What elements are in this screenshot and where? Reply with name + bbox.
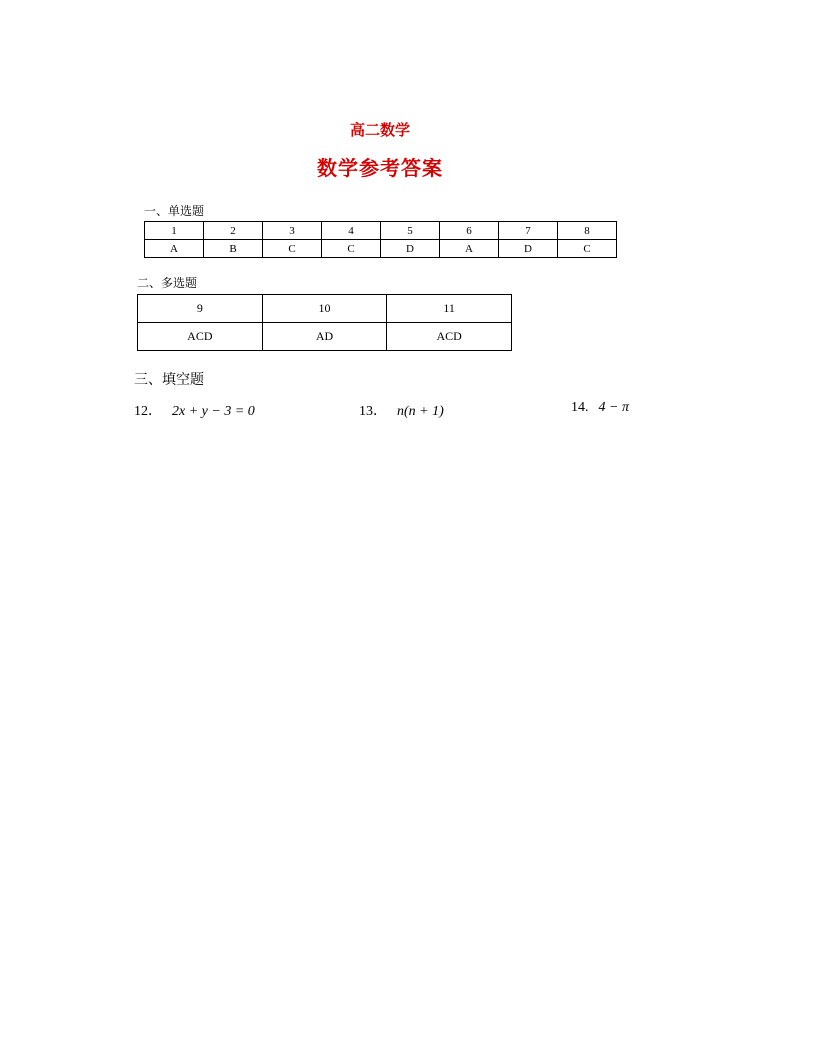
answer-cell: C — [558, 240, 617, 258]
multi-choice-label: 二、多选题 — [137, 276, 198, 290]
single-choice-label: 一、单选题 — [144, 204, 205, 218]
answer-cell: D — [381, 240, 440, 258]
question-number-cell: 9 — [138, 295, 263, 323]
question-number-row — [138, 295, 512, 323]
subject-heading: 高二数学 — [349, 121, 410, 139]
question-number-cell: 4 — [322, 222, 381, 240]
answer-row — [138, 323, 512, 351]
answer-cell: D — [499, 240, 558, 258]
answer-cell: A — [440, 240, 499, 258]
question-number-row — [145, 222, 617, 240]
fill-blank-item-12 — [134, 400, 255, 420]
answer-cell: C — [263, 240, 322, 258]
question-number-cell: 2 — [204, 222, 263, 240]
question-number-cell: 7 — [499, 222, 558, 240]
answer-cell: AD — [262, 323, 387, 351]
question-number-cell: 6 — [440, 222, 499, 240]
answer-cell: ACD — [387, 323, 512, 351]
question-number-cell: 10 — [262, 295, 387, 323]
answer-expression: n(n + 1) — [397, 404, 444, 419]
answer-row — [145, 240, 617, 258]
question-number-cell: 1 — [145, 222, 204, 240]
question-number: 12． — [134, 404, 162, 419]
question-number: 13． — [359, 404, 387, 419]
answer-cell: C — [322, 240, 381, 258]
fill-blank-label: 三、填空题 — [134, 372, 204, 388]
question-number-cell: 11 — [387, 295, 512, 323]
answer-cell: B — [204, 240, 263, 258]
page-title: 数学参考答案 — [317, 156, 443, 180]
multi-choice-table — [137, 294, 512, 351]
question-number-cell: 5 — [381, 222, 440, 240]
answer-cell: A — [145, 240, 204, 258]
question-number-cell: 3 — [263, 222, 322, 240]
answer-expression: 4 − π — [598, 400, 629, 415]
fill-blank-item-14 — [571, 400, 629, 416]
question-number-cell: 8 — [558, 222, 617, 240]
fill-blank-item-13 — [359, 400, 444, 420]
single-choice-table — [144, 221, 617, 258]
answer-cell: ACD — [138, 323, 263, 351]
answer-expression: 2x + y − 3 = 0 — [172, 404, 255, 419]
question-number: 14. — [571, 400, 589, 415]
